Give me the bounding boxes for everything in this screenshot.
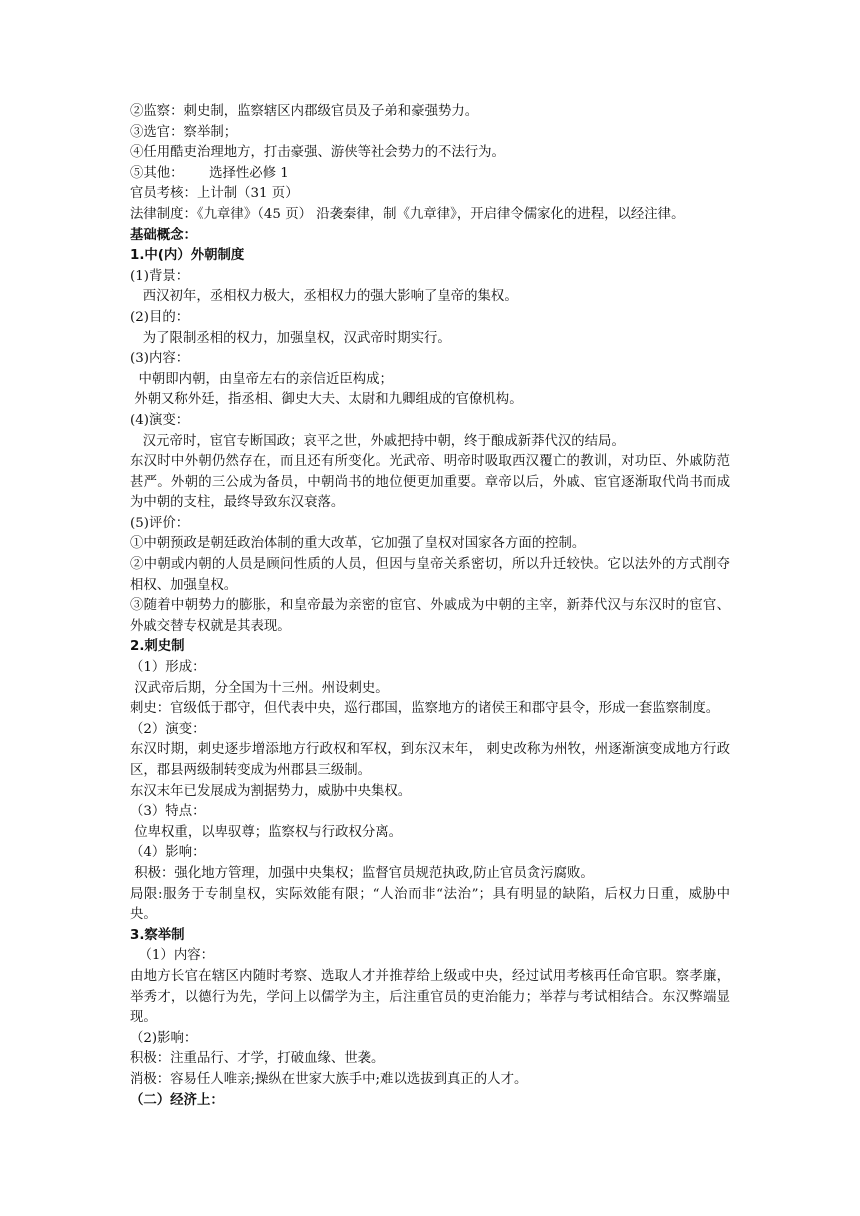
text-line: 积极：强化地方管理，加强中央集权；监督官员规范执政,防止官员贪污腐败。	[130, 865, 594, 881]
text-line: （2)影响：	[130, 1030, 198, 1046]
paragraph: 刺史：官级低于郡守，但代表中央，巡行郡国，监察地方的诸侯王和郡守县令，形成一套监察制度。	[130, 701, 720, 717]
text-line: (2)目的：	[130, 309, 190, 325]
text-line: (4)演变：	[130, 412, 190, 428]
text-line: 东汉末年已发展成为割据势力，威胁中央集权。	[130, 783, 412, 799]
section-heading: （二）经济上：	[130, 1092, 224, 1108]
paragraph: ③随着中朝势力的膨胀，和皇帝最为亲密的宦官、外戚成为中朝的主宰，新莽代汉与东汉时的宦官、外戚交替专权就是其表现。	[130, 598, 730, 634]
text-line: 官员考核：上计制（31 页）	[130, 186, 299, 202]
text-line: 消极：容易任人唯亲;操纵在世家大族手中;难以选拔到真正的人才。	[130, 1071, 528, 1087]
text-line: （1）内容：	[130, 948, 214, 964]
text-line: （4）影响：	[130, 845, 206, 861]
text-line: (3)内容：	[130, 351, 190, 367]
text-line: ③选官：察举制；	[130, 124, 238, 140]
text-line: 位卑权重，以卑驭尊；监察权与行政权分离。	[130, 824, 403, 840]
section-heading: 基础概念：	[130, 227, 197, 243]
text-line: ④任用酷吏治理地方，打击豪强、游侠等社会势力的不法行为。	[130, 145, 505, 161]
text-line: ②监察：刺史制，监察辖区内郡级官员及子弟和豪强势力。	[130, 104, 479, 119]
section-heading: 2.刺史制	[130, 639, 185, 655]
text-line: （1）形成：	[130, 660, 206, 676]
paragraph: 局限:服务于专制皇权，实际效能有限；“人治而非“法治”；具有明显的缺陷，后权力日重，威胁中央。	[130, 886, 730, 923]
paragraph: 东汉时期，刺史逐步增添地方行政权和军权，到东汉末年， 刺史改称为州牧，州逐渐演变成地方行政区，郡县两级制转变成为州郡县三级制。	[130, 742, 730, 778]
paragraph: 由地方长官在辖区内随时考察、选取人才并推荐给上级或中央，经过试用考核再任命官职。察孝廉，举秀才，以德行为先，学问上以儒学为主，后注重官员的吏治能力；举荐与考试相结合。东汉弊端显现。	[130, 968, 730, 1026]
paragraph: 东汉时中外朝仍然存在，而且还有所变化。光武帝、明帝时吸取西汉覆亡的教训，对功臣、外戚防范甚严。外朝的三公成为备员，中朝尚书的地位便更加重要。章帝以后，外戚、宦官逐渐取代尚书而成为中朝的支柱，最终导致东汉衰落。	[130, 454, 730, 511]
paragraph: ②中朝或内朝的人员是顾问性质的人员，但因与皇帝关系密切，所以升迁较快。它以法外的方式削夺相权、加强皇权。	[130, 557, 730, 593]
document-page	[130, 102, 730, 1111]
text-line: 为了限制丞相的权力，加强皇权，汉武帝时期实行。	[130, 330, 451, 346]
text-line: （3）特点：	[130, 804, 206, 820]
section-heading: 1.中(内）外朝制度	[130, 248, 245, 264]
text-line: 中朝即内朝，由皇帝左右的亲信近臣构成；	[130, 371, 393, 387]
text-line: (1)背景：	[130, 268, 190, 284]
section-heading: 3.察举制	[130, 927, 185, 943]
text-line: 外朝又称外廷，指丞相、御史大夫、太尉和九卿组成的官僚机构。	[130, 392, 523, 408]
text-line: 西汉初年，丞相权力极大，丞相权力的强大影响了皇帝的集权。	[130, 289, 518, 305]
text-line: ⑤其他： 选择性必修 1	[130, 165, 289, 181]
text-line: （2）演变：	[130, 721, 206, 737]
text-line: ①中朝预政是朝廷政治体制的重大改革，它加强了皇权对国家各方面的控制。	[130, 536, 586, 552]
text-line: 汉武帝后期，分全国为十三州。州设刺史。	[130, 680, 389, 696]
paragraph: 法律制度：《九章律》（45 页） 沿袭秦律，制《九章律》，开启律令儒家化的进程，以经注律。	[130, 206, 685, 222]
text-line: 积极：注重品行、才学，打破血缘、世袭。	[130, 1051, 385, 1067]
text-line: (5)评价：	[130, 515, 190, 531]
text-line: 汉元帝时，宦官专断国政；哀平之世，外戚把持中朝，终于酿成新莽代汉的结局。	[130, 433, 625, 449]
